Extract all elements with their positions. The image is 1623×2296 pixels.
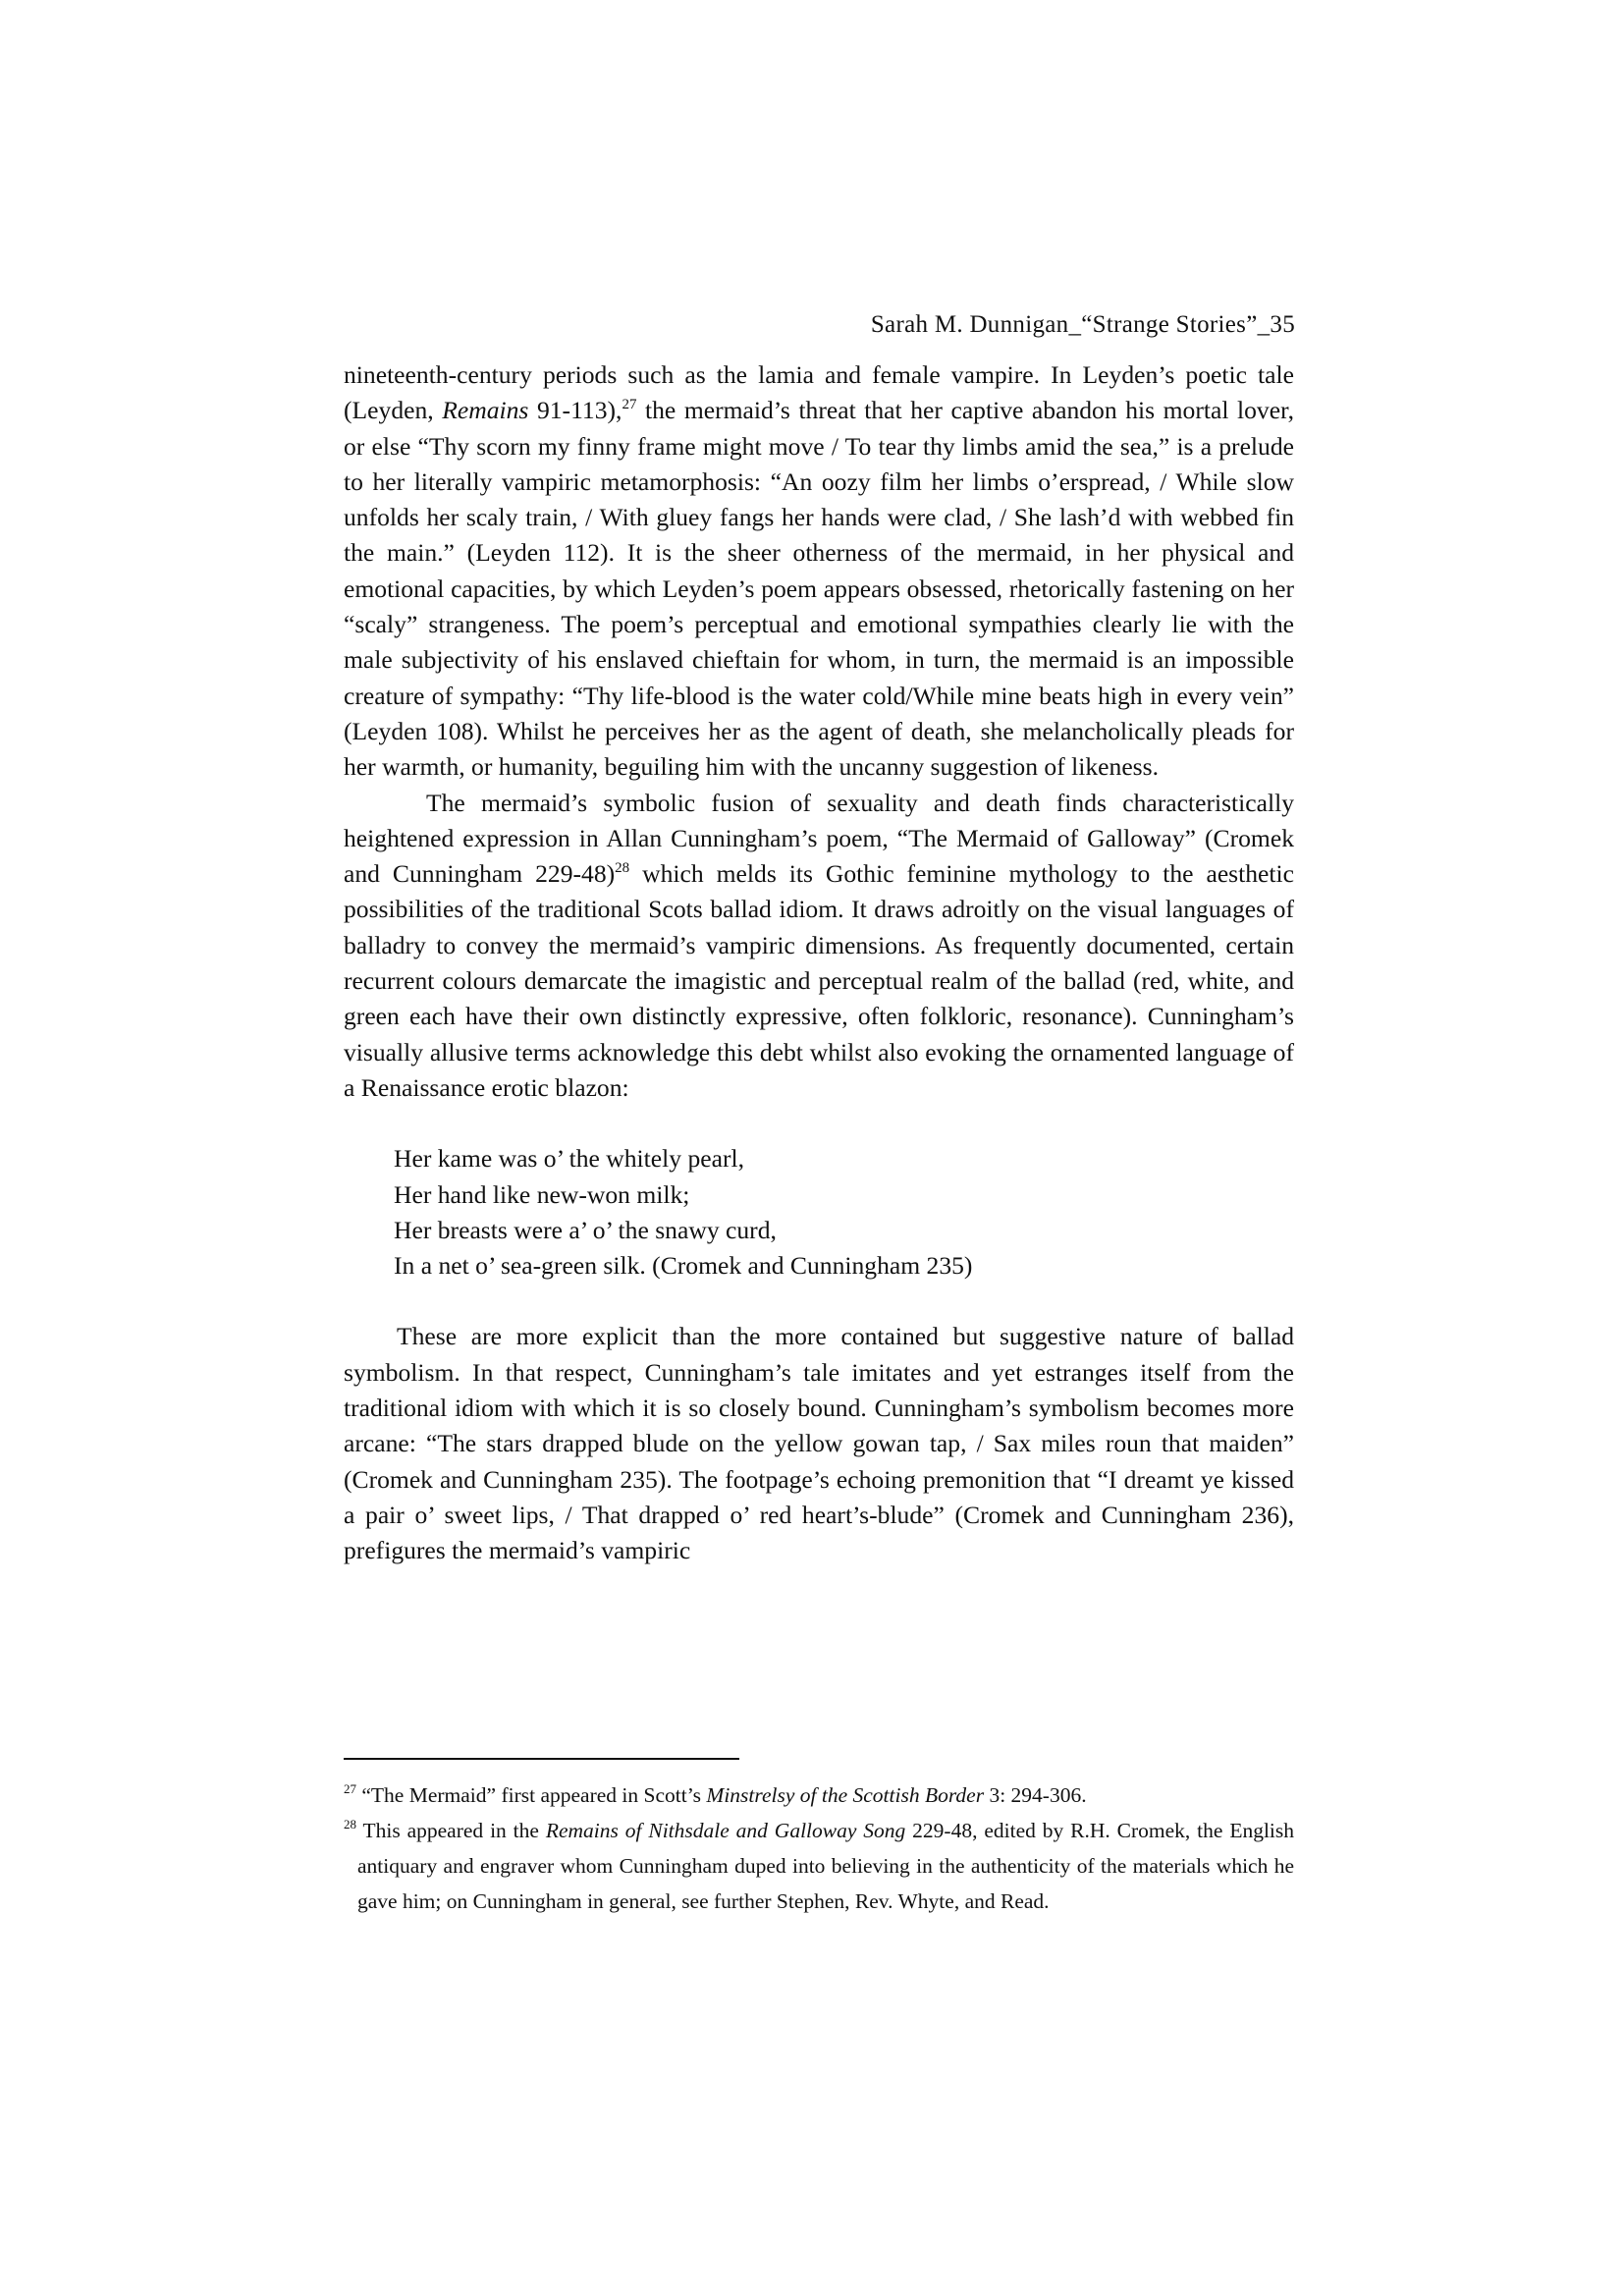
footnote-text-b: 3: 294-306.: [984, 1783, 1087, 1807]
footnote-text-a: “The Mermaid” first appeared in Scott’s: [356, 1783, 707, 1807]
verse-line: Her hand like new-won milk;: [394, 1179, 690, 1209]
paragraph-2: [344, 786, 1294, 1107]
running-head: Sarah M. Dunnigan_“Strange Stories”_35: [870, 311, 1295, 338]
footnote-27: [344, 1777, 1294, 1813]
footnote-28: [344, 1813, 1294, 1919]
paragraph-2-text-b: which melds its Gothic feminine mythology to the aesthetic possibilities of the traditional Scots ballad idiom. It draws adroitly on the visual languages of balladry to convey the mermaid’s vampiric dimensions. As frequently documented, certain recurrent colours demarcate the imagistic and perceptual realm of the ballad (red, white, and green each have their own distinctly expressive, often folkloric, resonance). Cunningham’s visually allusive terms acknowledge this debt whilst also evoking the ornamented language of a Renaissance erotic blazon:: [344, 859, 1294, 1102]
paragraph-1-text-c: the mermaid’s threat that her captive abandon his mortal lover, or else “Thy scorn my finny frame might move / To tear thy limbs amid the sea,” is a prelude to her literally vampiric metamorphosis: “An oozy film her limbs o’erspread, / While slow unfolds her scaly train, / With gluey fangs her hands were clad, / She lash’d with webbed fin the main.” (Leyden 112). It is the sheer otherness of the mermaid, in her physical and emotional capacities, by which Leyden’s poem appears obsessed, rhetorically fastening on her “scaly” strangeness. The poem’s perceptual and emotional sympathies clearly lie with the male subjectivity of his enslaved chieftain for whom, in turn, the mermaid is an impossible creature of sympathy: “Thy life-blood is the water cold/While mine beats high in every vein” (Leyden 108). Whilst he perceives her as the agent of death, she melancholically pleads for her warmth, or humanity, beguiling him with the uncanny suggestion of likeness.: [344, 396, 1294, 782]
footnote-ref-27: 27: [622, 397, 637, 413]
footnotes: [344, 1777, 1294, 1919]
body-text: [344, 357, 1294, 1569]
footnote-ref-28: 28: [615, 860, 630, 877]
paragraph-3: These are more explicit than the more contained but suggestive nature of ballad symbolism. In that respect, Cunningham’s tale imitates and yet estranges itself from the traditional idiom with which it is so closely bound. Cunningham’s symbolism becomes more arcane: “The stars drapped blude on the yellow gowan tap, / Sax miles roun that maiden” (Cromek and Cunningham 235). The footpage’s echoing premonition that “I dreamt ye kissed a pair o’ sweet lips, / That drapped o’ red heart’s-blude” (Cromek and Cunningham 236), prefigures the mermaid’s vampiric: [344, 1322, 1294, 1565]
paragraph-1: [344, 357, 1294, 786]
footnote-text-b: 229-48, edited by R.H. Cromek, the English antiquary and engraver whom Cunningham duped into believing in the authenticity of the materials which he gave him; on Cunningham in general, see further Stephen, Rev. Whyte, and Read.: [357, 1819, 1295, 1913]
paragraph-1-text-a: nineteenth-century periods such as the lamia and female vampire. In Leyden’s poetic tale (Leyden,: [344, 360, 1294, 425]
verse-line: In a net o’ sea-green silk. (Cromek and Cunningham 235): [394, 1251, 973, 1281]
footnote-text-a: This appeared in the: [356, 1819, 546, 1842]
paragraph-1-italic-title: Remains: [442, 396, 529, 425]
verse-line: Her kame was o’ the whitely pearl,: [394, 1144, 744, 1174]
verse-line: Her breasts were a’ o’ the snawy curd,: [394, 1215, 777, 1244]
paragraph-1-text-b: 91-113),: [528, 396, 622, 425]
footnote-divider: [344, 1758, 739, 1760]
paragraph-2-text-a: The mermaid’s symbolic fusion of sexuality and death finds characteristically heightened expression in Allan Cunningham’s poem, “The Mermaid of Galloway” (Cromek and Cunningham 229-48): [344, 788, 1294, 889]
footnote-italic-title: Remains of Nithsdale and Galloway Song: [545, 1819, 906, 1842]
footnote-number: 28: [344, 1817, 356, 1831]
footnote-italic-title: Minstrelsy of the Scottish Border: [706, 1783, 985, 1807]
footnote-number: 27: [344, 1781, 356, 1796]
verse-quotation: [394, 1141, 1294, 1284]
